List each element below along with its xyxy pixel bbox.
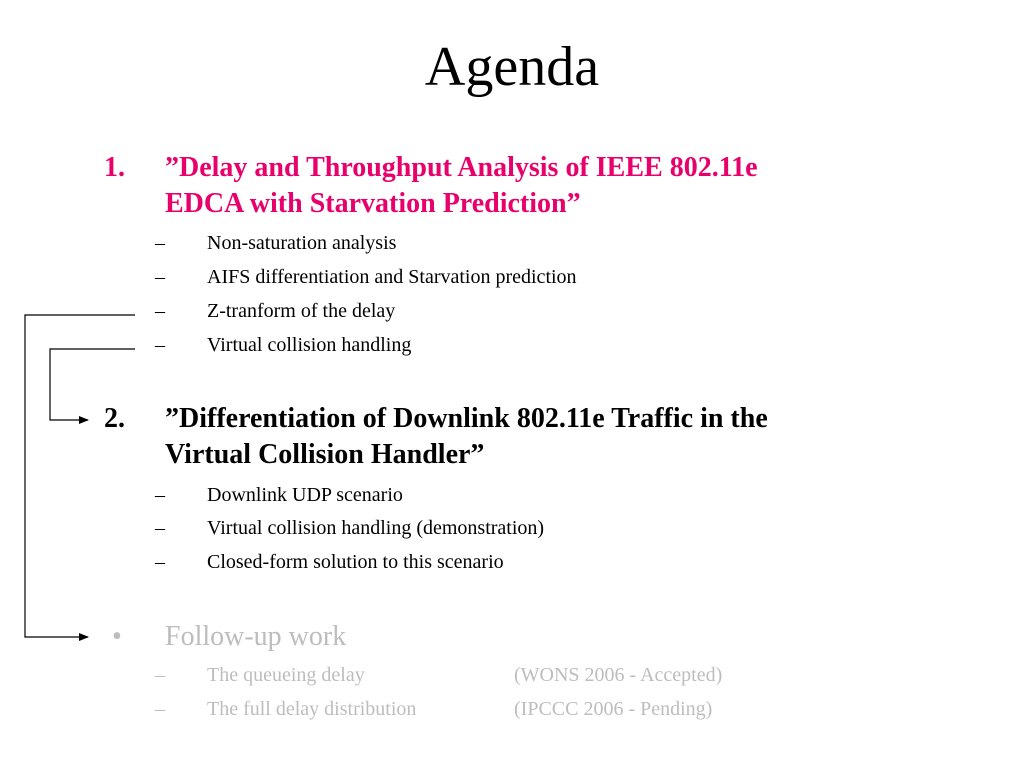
section-1-item: Non-saturation analysis — [207, 232, 397, 254]
section-1-item: AIFS differentiation and Starvation prediction — [207, 266, 577, 288]
followup-title: Follow-up work — [165, 621, 347, 652]
dash-marker: – — [155, 266, 165, 288]
section-2-item: Closed-form solution to this scenario — [207, 551, 504, 573]
dash-marker: – — [155, 551, 165, 573]
section-2-title-line-1: ”Differentiation of Downlink 802.11e Traffic in the — [165, 403, 768, 434]
dash-marker: – — [155, 232, 165, 254]
dash-marker: – — [155, 698, 165, 720]
followup-item-ref: (IPCCC 2006 - Pending) — [514, 698, 713, 720]
section-2-title-line-2: Virtual Collision Handler” — [165, 439, 485, 470]
dash-marker: – — [155, 334, 165, 356]
followup-item-label: The queueing delay — [207, 664, 365, 686]
section-1-item: Z-tranform of the delay — [207, 300, 396, 322]
section-1-number: 1. — [104, 152, 125, 183]
section-2-item: Virtual collision handling (demonstration) — [207, 517, 545, 539]
dash-marker: – — [155, 664, 165, 686]
connector-to-followup — [25, 315, 135, 637]
section-2-item: Downlink UDP scenario — [207, 484, 403, 506]
slide-title: Agenda — [424, 36, 600, 98]
followup-item-ref: (WONS 2006 - Accepted) — [514, 664, 723, 686]
dash-marker: – — [155, 484, 165, 506]
bullet-icon: • — [112, 621, 122, 652]
section-1-title-line-2: EDCA with Starvation Prediction” — [165, 188, 581, 219]
section-2-number: 2. — [104, 403, 125, 434]
dash-marker: – — [155, 517, 165, 539]
section-1-item: Virtual collision handling — [207, 334, 412, 356]
followup-item-label: The full delay distribution — [207, 698, 417, 720]
dash-marker: – — [155, 300, 165, 322]
section-1-title-line-1: ”Delay and Throughput Analysis of IEEE 802.11e — [165, 152, 758, 183]
